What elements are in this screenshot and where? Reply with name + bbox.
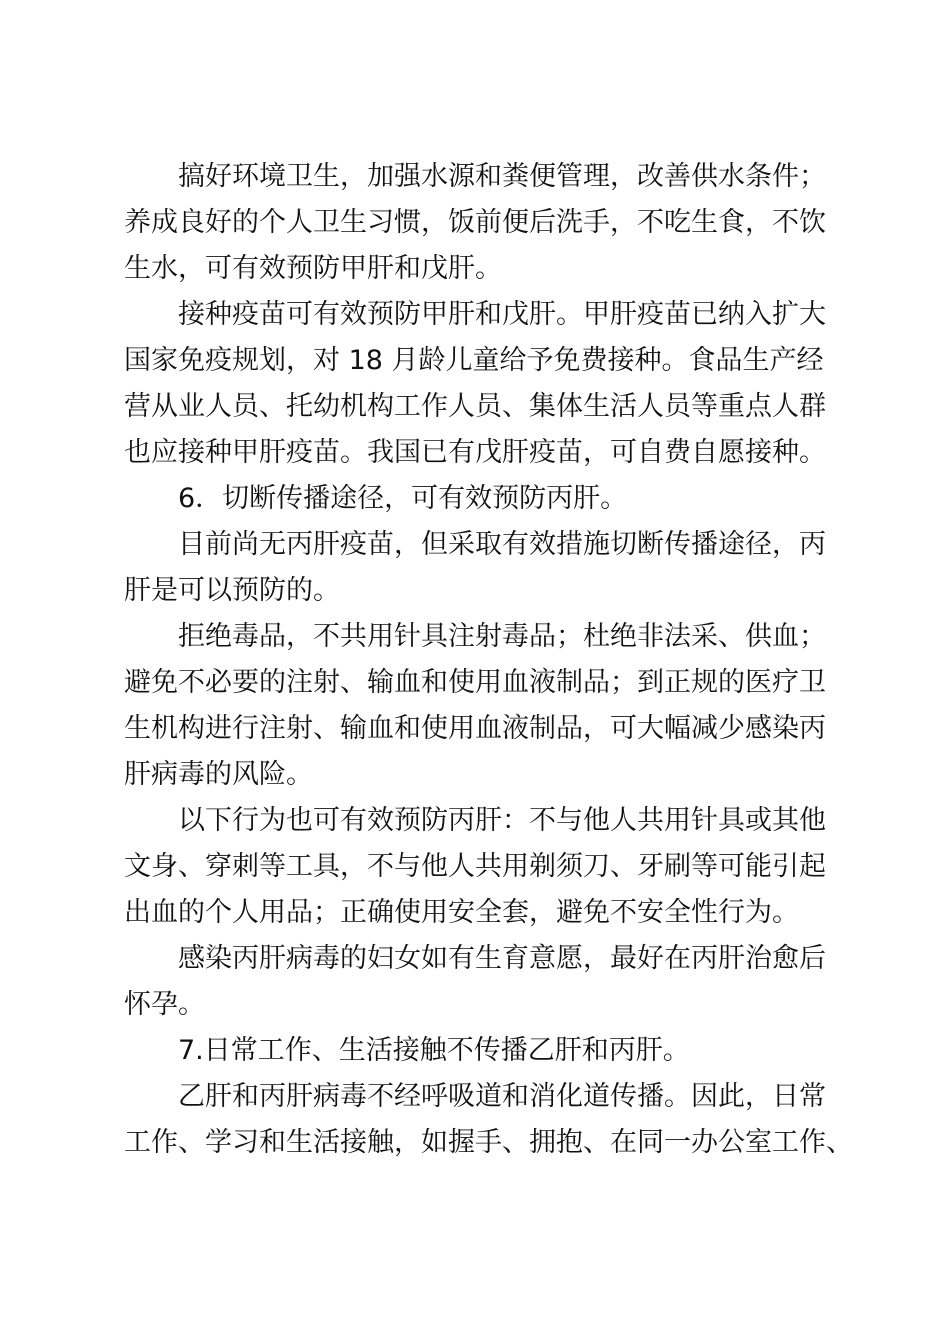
- text-line: 以下行为也可有效预防丙肝：不与他人共用针具或其他: [178, 805, 826, 836]
- text-line: 肝病毒的风险。: [124, 759, 313, 790]
- text-line: 工作、学习和生活接触，如握手、拥抱、在同一办公室工作、: [124, 1127, 853, 1158]
- text-line: 营从业人员、托幼机构工作人员、集体生活人员等重点人群: [124, 391, 826, 422]
- text-line: 出血的个人用品；正确使用安全套，避免不安全性行为。: [124, 897, 799, 928]
- text-line: 生水，可有效预防甲肝和戊肝。: [124, 253, 502, 284]
- section-heading: 7.日常工作、生活接触不传播乙肝和丙肝。: [178, 1035, 690, 1066]
- text-line: 怀孕。: [124, 989, 205, 1020]
- text-line: 也应接种甲肝疫苗。我国已有戊肝疫苗，可自费自愿接种。: [124, 437, 826, 468]
- text-line: 生机构进行注射、输血和使用血液制品，可大幅减少感染丙: [124, 713, 826, 744]
- text-line: 搞好环境卫生，加强水源和粪便管理，改善供水条件；: [178, 161, 826, 192]
- document-body: [124, 154, 853, 1166]
- text-line: 拒绝毒品，不共用针具注射毒品；杜绝非法采、供血；: [178, 621, 826, 652]
- text-line: 目前尚无丙肝疫苗，但采取有效措施切断传播途径，丙: [178, 529, 826, 560]
- text-line: 肝是可以预防的。: [124, 575, 340, 606]
- text-line: 避免不必要的注射、输血和使用血液制品；到正规的医疗卫: [124, 667, 826, 698]
- text-line: 接种疫苗可有效预防甲肝和戊肝。甲肝疫苗已纳入扩大: [178, 299, 826, 330]
- text-line: 养成良好的个人卫生习惯，饭前便后洗手，不吃生食，不饮: [124, 207, 826, 238]
- text-line: 国家免疫规划，对 18 月龄儿童给予免费接种。食品生产经: [124, 345, 824, 376]
- section-heading: 6．切断传播途径，可有效预防丙肝。: [178, 483, 628, 514]
- text-line: 感染丙肝病毒的妇女如有生育意愿，最好在丙肝治愈后: [178, 943, 826, 974]
- text-line: 乙肝和丙肝病毒不经呼吸道和消化道传播。因此，日常: [178, 1081, 826, 1112]
- text-line: 文身、穿刺等工具，不与他人共用剃须刀、牙刷等可能引起: [124, 851, 826, 882]
